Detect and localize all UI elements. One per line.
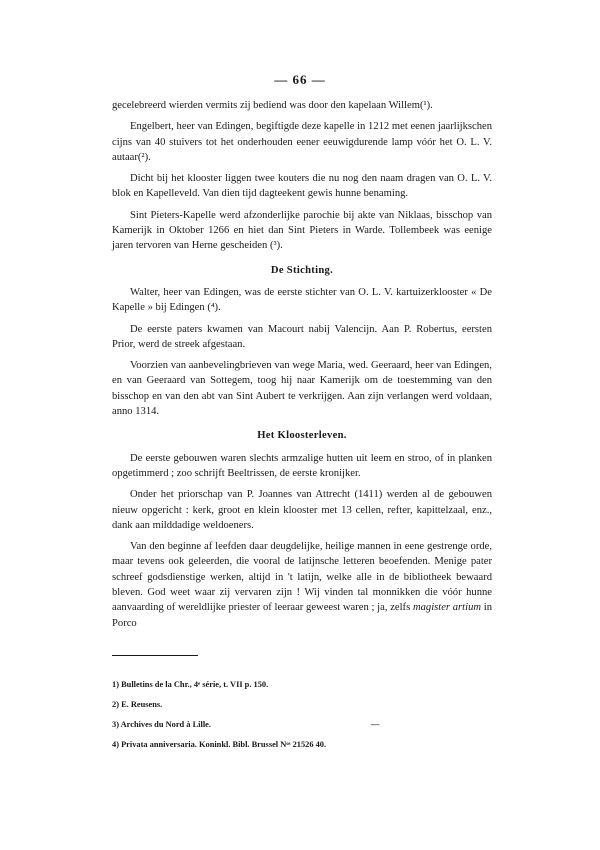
paragraph: De eerste paters kwamen van Macourt nabij Valencijn. Aan P. Robertus, eersten Prior, werd de streek afgestaan.	[112, 323, 492, 350]
paragraph: Sint Pieters-Kapelle werd afzonderlijke parochie bij akte van Niklaas, bisschop van Kamerijk in Oktober 1266 en hiet dan Sint Pieters in Warde. Tollembeek was eenige jaren tervoren van Herne gescheiden (³).	[112, 209, 492, 252]
footnote-1: 1) Bulletins de la Chr., 4ᵉ série, t. VII p. 150.	[112, 680, 269, 689]
paragraph: Walter, heer van Edingen, was de eerste stichter van O. L. V. kartuizerklooster « De Kapelle » bij Edingen (⁴).	[112, 286, 492, 314]
footnote-3-text: 3) Archives du Nord à Lille.	[112, 720, 211, 729]
footnote-4: 4) Privata anniversaria. Koninkl. Bibl. Brussel Nᵒˢ 21526 40.	[112, 740, 327, 749]
main-text	[112, 98, 492, 637]
paragraph-last	[112, 539, 492, 631]
paragraph: gecelebreerd wierden vermits zij bediend was door den kapelaan Willem(¹).	[112, 100, 433, 111]
italic-term: magister artium	[412, 602, 482, 614]
footnote-dash: —	[370, 720, 380, 729]
footnote-2: 2) E. Reusens.	[112, 700, 163, 709]
section-heading-kloosterleven: Het Kloosterleven.	[257, 430, 347, 442]
paragraph: Engelbert, heer van Edingen, begiftigde deze kapelle in 1212 met eenen jaarlijkschen cijns van 40 stuivers tot het onderhouden eener eeuwigdurende lamp vóór het O. L. V. autaar(²).	[112, 121, 492, 163]
footnotes	[112, 680, 492, 760]
paragraph: Dicht bij het klooster liggen twee kouters die nu nog den naam dragen van O. L. V. blok en Kapelleveld. Van dien tijd dagteekent gewis hunne benaming.	[112, 173, 492, 200]
paragraph: Onder het priorschap van P. Joannes van Attrecht (1411) werden al de gebouwen nieuw opgericht : kerk, groot en klein klooster met 13 cellen, refter, kapittelzaal, enz., dank aan milddadige weldoeners.	[112, 489, 492, 531]
footnote-3	[112, 720, 492, 730]
section-heading-stichting: De Stichting.	[270, 264, 334, 276]
paragraph: Voorzien van aanbevelingbrieven van wege Maria, wed. Geeraard, heer van Edingen, en van Geeraard van Sottegem, toog hij naar Kamerijk om de toestemming van den bisschop en van den abt van Sint Aubert te verkrijgen. Aan zijn verlangen werd voldaan, anno 1314.	[112, 360, 492, 418]
paragraph: De eerste gebouwen waren slechts armzalige hutten uit leem en stroo, of in planken opgetimmerd ; zoo schrijft Beeltrissen, de eerste kronijker.	[112, 452, 492, 479]
paragraph-text-end: in Porco	[112, 602, 493, 629]
paragraph-text: Van den beginne af leefden daar deugdelijke, heilige mannen in eene gestrenge orde, maar tevens ook geleerden, die vooral de latijnsche letteren beoefenden. Menige pater schreef godsdienstige werken, altijd in 't latijn, welke alle in de bibliotheek bewaard bleven. God weet waar zij vervaren zijn ! Wij vinden tal monnikken die vóór hunne aanvaarding of wereldlijke priester of leeraar geweest waren ; ja, zelfs	[112, 541, 492, 614]
page-number: — 66 —	[274, 72, 326, 87]
footnote-separator	[112, 655, 198, 656]
